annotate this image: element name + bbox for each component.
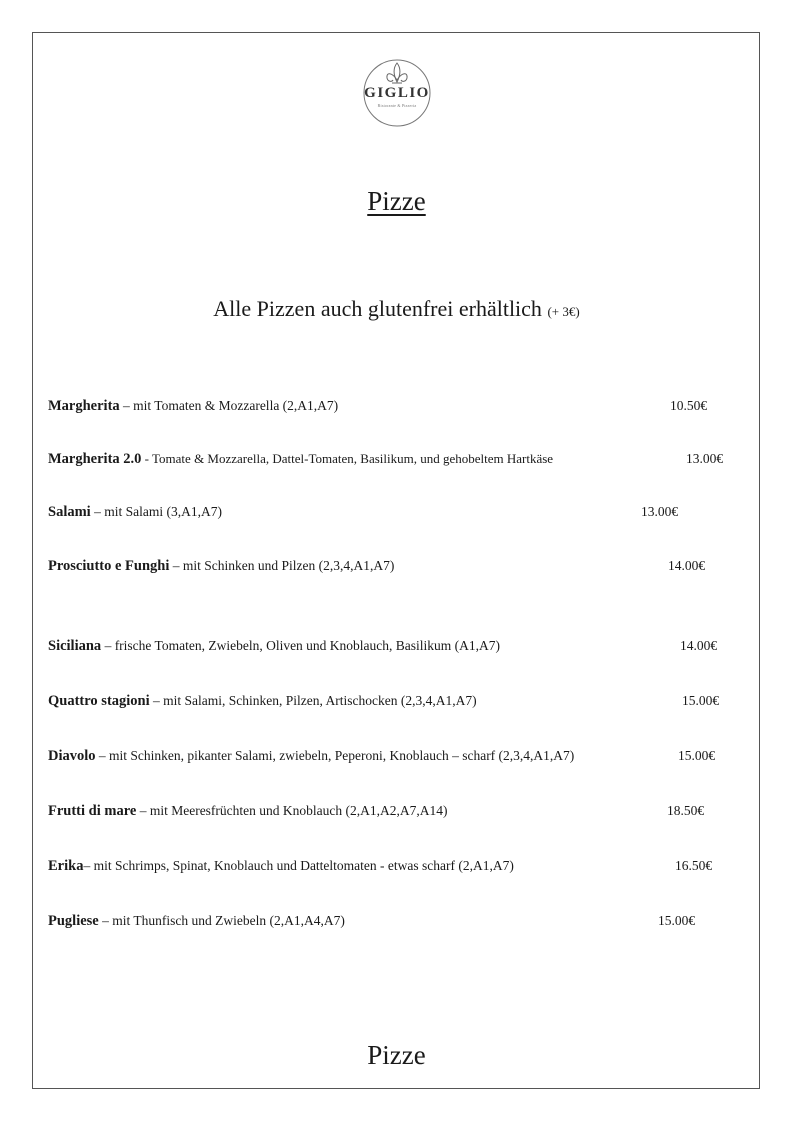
item-description: – mit Thunfisch und Zwiebeln (2,A1,A4,A7) — [98, 913, 345, 928]
gluten-free-surcharge: (+ 3€) — [547, 304, 580, 319]
item-name: Diavolo — [48, 748, 96, 764]
logo-subtitle: Ristorante & Pizzeria — [377, 103, 417, 108]
item-price: 15.00€ — [678, 748, 716, 763]
item-description: – mit Schrimps, Spinat, Knoblauch und Datteltomaten - etwas scharf (2,A1,A7) — [83, 858, 514, 873]
menu-item — [48, 504, 222, 521]
item-description: – mit Salami (3,A1,A7) — [90, 504, 222, 519]
item-name: Quattro stagioni — [48, 693, 150, 709]
menu-item — [48, 693, 477, 710]
item-name: Prosciutto e Funghi — [48, 558, 170, 574]
item-price: 15.00€ — [682, 693, 720, 708]
item-price: 16.50€ — [675, 858, 713, 873]
menu-item — [48, 558, 394, 575]
item-name: Frutti di mare — [48, 803, 137, 819]
item-price: 14.00€ — [680, 638, 718, 653]
item-price: 13.00€ — [641, 504, 679, 519]
item-description: – mit Schinken und Pilzen (2,3,4,A1,A7) — [169, 558, 395, 573]
item-description: – mit Tomaten & Mozzarella (2,A1,A7) — [119, 398, 339, 413]
item-name: Margherita — [48, 398, 120, 414]
menu-item — [48, 858, 514, 875]
item-price: 13.00€ — [686, 451, 724, 466]
item-name: Salami — [48, 504, 91, 520]
item-name: Siciliana — [48, 638, 102, 654]
menu-item — [48, 913, 345, 930]
item-name: Pugliese — [48, 913, 99, 929]
fleur-de-lis-icon — [387, 63, 407, 83]
logo-name: GIGLIO — [364, 85, 430, 101]
item-description: – mit Salami, Schinken, Pilzen, Artischocken (2,3,4,A1,A7) — [149, 693, 477, 708]
page-title: Pizze — [367, 186, 426, 216]
item-name: Margherita 2.0 — [48, 451, 142, 467]
item-description: - Tomate & Mozzarella, Dattel-Tomaten, Basilikum, und gehobeltem Hartkäse — [141, 451, 554, 466]
menu-item — [48, 748, 574, 765]
item-price: 10.50€ — [670, 398, 708, 413]
item-price: 14.00€ — [668, 558, 706, 573]
gluten-free-text: Alle Pizzen auch glutenfrei erhältlich — [213, 296, 542, 321]
menu-item — [48, 638, 500, 655]
item-name: Erika — [48, 858, 84, 874]
footer-title: Pizze — [367, 1040, 426, 1070]
item-description: – mit Schinken, pikanter Salami, zwiebeln, Peperoni, Knoblauch – scharf (2,3,4,A1,A7) — [95, 748, 575, 763]
item-price: 18.50€ — [667, 803, 705, 818]
item-price: 15.00€ — [658, 913, 696, 928]
giglio-logo — [362, 58, 432, 128]
menu-item — [48, 803, 448, 820]
menu-item — [48, 451, 553, 468]
gluten-free-note — [0, 296, 793, 322]
item-description: – mit Meeresfrüchten und Knoblauch (2,A1,A2,A7,A14) — [136, 803, 448, 818]
item-description: – frische Tomaten, Zwiebeln, Oliven und Knoblauch, Basilikum (A1,A7) — [101, 638, 501, 653]
menu-item — [48, 398, 338, 415]
